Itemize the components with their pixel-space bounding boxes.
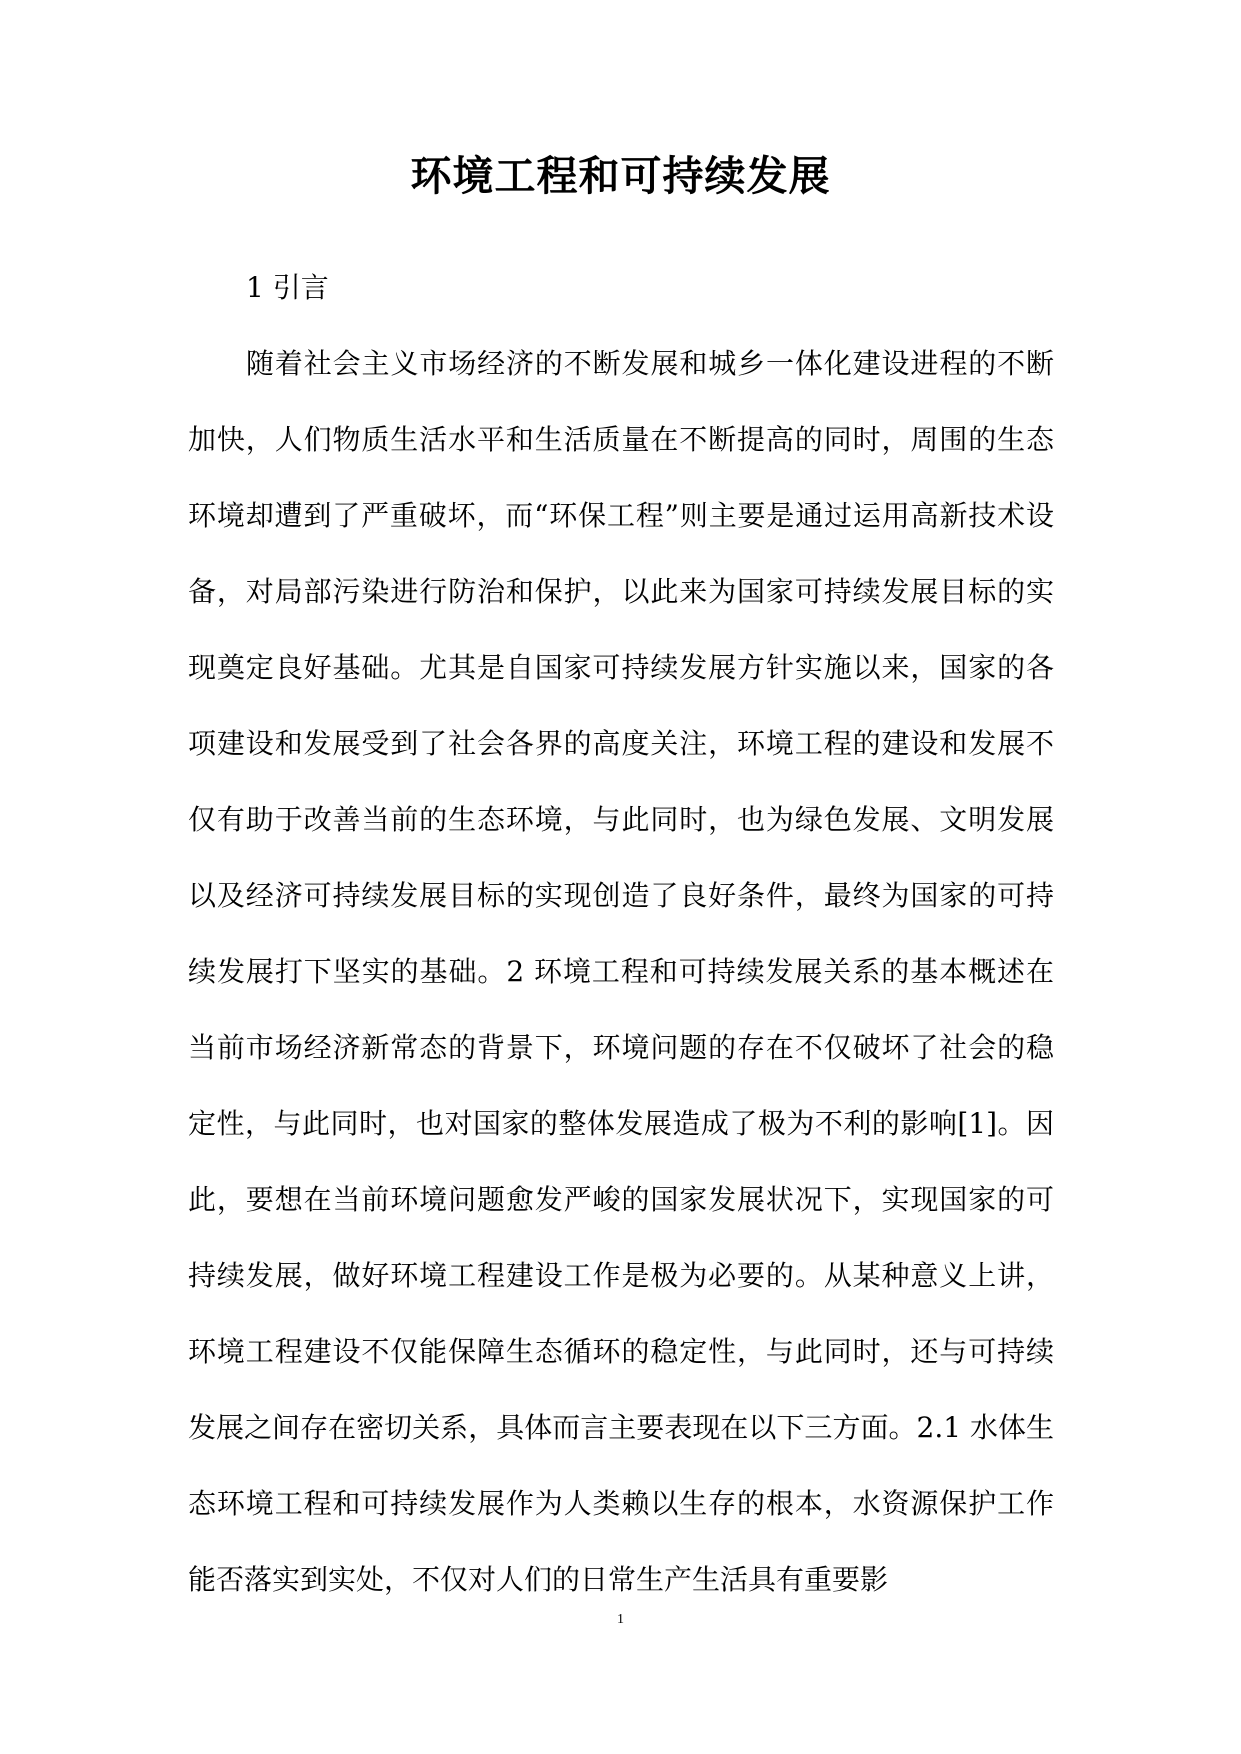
- document-body: [188, 250, 1054, 1618]
- page-number: 1: [617, 1612, 624, 1627]
- section-heading: 1 引言: [246, 271, 329, 304]
- document-title: 环境工程和可持续发展: [410, 152, 831, 200]
- body-paragraph: 随着社会主义市场经济的不断发展和城乡一体化建设进程的不断加快，人们物质生活水平和生活质量在不断提高的同时，周围的生态环境却遭到了严重破坏，而“环保工程”则主要是通过运用高新技术设备，对局部污染进行防治和保护，以此来为国家可持续发展目标的实现奠定良好基础。尤其是自国家可持续发展方针实施以来，国家的各项建设和发展受到了社会各界的高度关注，环境工程的建设和发展不仅有助于改善当前的生态环境，与此同时，也为绿色发展、文明发展以及经济可持续发展目标的实现创造了良好条件，最终为国家的可持续发展打下坚实的基础。2 环境工程和可持续发展关系的基本概述在当前市场经济新常态的背景下，环境问题的存在不仅破坏了社会的稳定性，与此同时，也对国家的整体发展造成了极为不利的影响[1]。因此，要想在当前环境问题愈发严峻的国家发展状况下，实现国家的可持续发展，做好环境工程建设工作是极为必要的。从某种意义上讲，环境工程建设不仅能保障生态循环的稳定性，与此同时，还与可持续发展之间存在密切关系，具体而言主要表现在以下三方面。2.1 水体生态环境工程和可持续发展作为人类赖以生存的根本，水资源保护工作能否落实到实处，不仅对人们的日常生产生活具有重要影: [188, 347, 1054, 1596]
